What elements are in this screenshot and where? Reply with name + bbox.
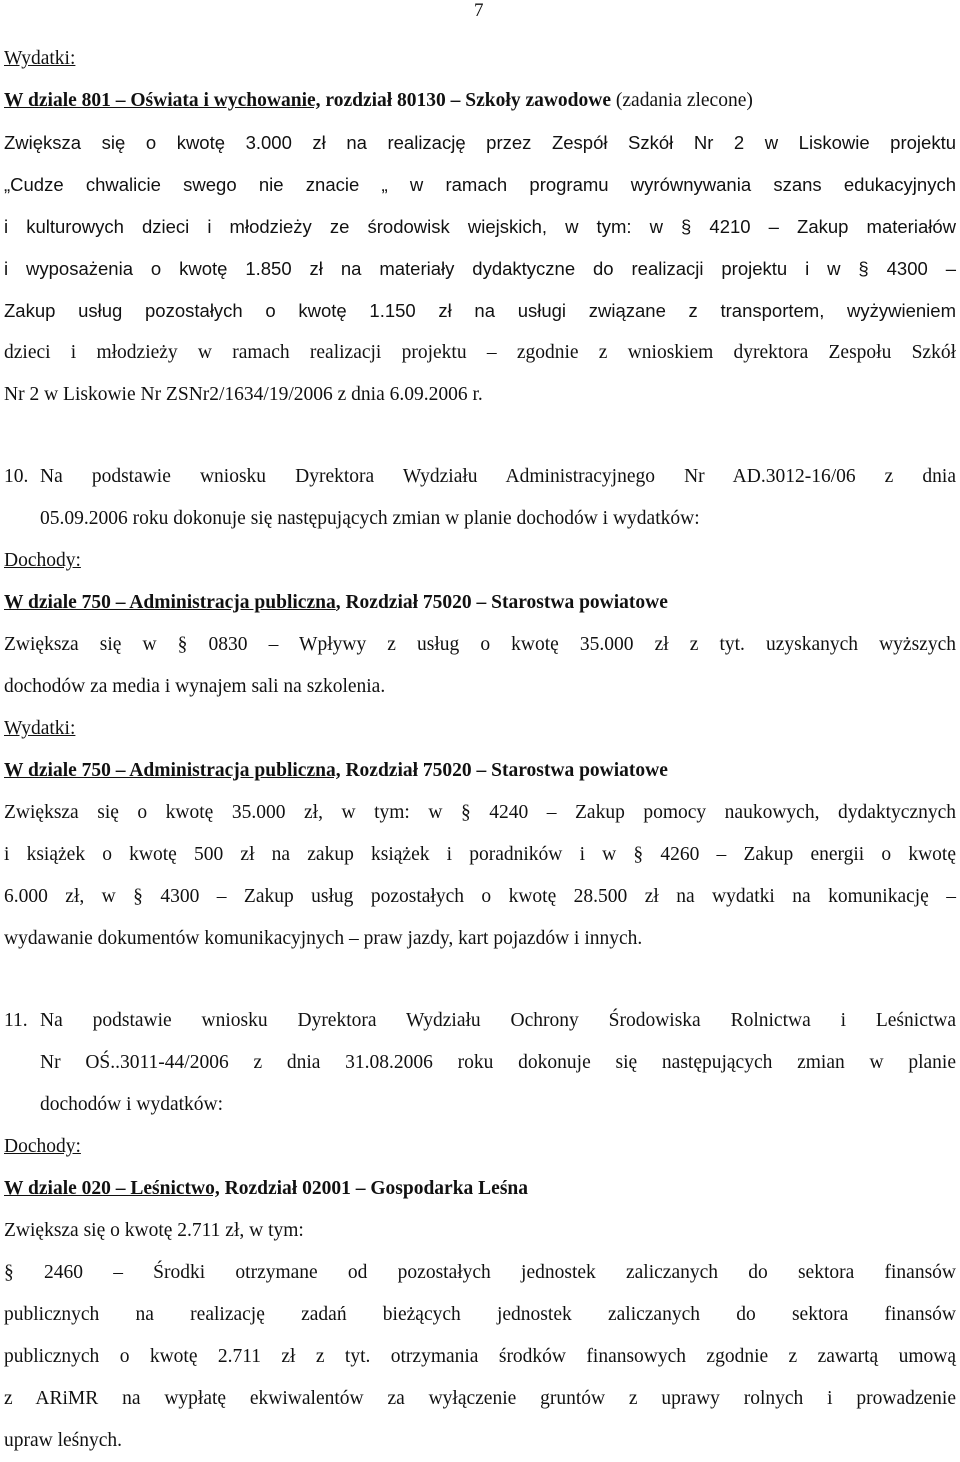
paragraph-line: dzieci i młodzieży w ramach realizacji projektu – zgodnie z wnioskiem dyrektora Zespołu Szkół <box>4 342 956 363</box>
chapter-title: Rozdział 02001 – Gospodarka Leśna <box>219 1178 529 1199</box>
paragraph-line: dochodów za media i wynajem sali na szkolenia. <box>4 676 386 697</box>
chapter-title: rozdział 80130 – Szkoły zawodowe <box>320 90 612 111</box>
paragraph-line: i kulturowych dzieci i młodzieży ze środowisk wiejskich, w tym: w § 4210 – Zakup materiałów <box>4 216 956 237</box>
section-heading <box>4 750 956 792</box>
list-item-10 <box>4 456 956 498</box>
paragraph-line: Zwiększa się o kwotę 35.000 zł, w tym: w § 4240 – Zakup pomocy naukowych, dydaktycznych <box>4 802 956 823</box>
page-number: 7 <box>474 0 484 21</box>
department-title: W dziale 750 – Administracja publiczna, <box>4 760 341 781</box>
income-label-text: Dochody: <box>4 550 81 571</box>
section-heading <box>4 1168 956 1210</box>
paragraph-line: Zakup usług pozostałych o kwotę 1.150 zł na usługi związane z transportem, wyżywieniem <box>4 300 956 321</box>
item-number: 10. <box>4 466 29 487</box>
paragraph-line: Zwiększa się w § 0830 – Wpływy z usług o kwotę 35.000 zł z tyt. uzyskanych wyższych <box>4 634 956 655</box>
department-title: W dziale 020 – Leśnictwo, <box>4 1178 220 1199</box>
expenses-label <box>4 38 956 80</box>
paragraph-line: 6.000 zł, w § 4300 – Zakup usług pozostałych o kwotę 28.500 zł na wydatki na komunikację – <box>4 886 956 907</box>
department-title: W dziale 750 – Administracja publiczna <box>4 592 336 613</box>
paragraph-line: Na podstawie wniosku Dyrektora Wydziału Administracyjnego Nr AD.3012-16/06 z dnia <box>40 466 956 487</box>
paragraph-line: Na podstawie wniosku Dyrektora Wydziału Ochrony Środowiska Rolnictwa i Leśnictwa <box>40 1010 956 1031</box>
paragraph-line: upraw leśnych. <box>4 1430 123 1451</box>
paragraph-line: i książek o kwotę 500 zł na zakup książek i poradników i w § 4260 – Zakup energii o kwotę <box>4 844 956 865</box>
heading-note: (zadania zlecone) <box>611 90 753 111</box>
paragraph-line: publicznych o kwotę 2.711 zł z tyt. otrzymania środków finansowych zgodnie z zawartą umową <box>4 1346 956 1367</box>
list-item-11 <box>4 1000 956 1042</box>
section-heading <box>4 80 956 122</box>
paragraph-line: Zwiększa się o kwotę 2.711 zł, w tym: <box>4 1220 304 1241</box>
chapter-title: , Rozdział 75020 – Starostwa powiatowe <box>335 592 668 613</box>
paragraph-line: Zwiększa się o kwotę 3.000 zł na realizację przez Zespół Szkół Nr 2 w Liskowie projektu <box>4 132 956 153</box>
section-heading <box>4 582 956 624</box>
paragraph-line: wydawanie dokumentów komunikacyjnych – praw jazdy, kart pojazdów i innych. <box>4 928 643 949</box>
chapter-title: Rozdział 75020 – Starostwa powiatowe <box>340 760 668 781</box>
paragraph-line: dochodów i wydatków: <box>40 1094 224 1115</box>
income-label <box>4 540 956 582</box>
paragraph-line: 05.09.2006 roku dokonuje się następujących zmian w planie dochodów i wydatków: <box>40 508 700 529</box>
document-body <box>4 38 956 1462</box>
item-number: 11. <box>4 1010 28 1031</box>
paragraph-line: z ARiMR na wypłatę ekwiwalentów za wyłączenie gruntów z uprawy rolnych i prowadzenie <box>4 1388 956 1409</box>
income-label <box>4 1126 956 1168</box>
paragraph-line: publicznych na realizację zadań bieżących jednostek zaliczanych do sektora finansów <box>4 1304 956 1325</box>
paragraph-line: § 2460 – Środki otrzymane od pozostałych jednostek zaliczanych do sektora finansów <box>4 1262 956 1283</box>
paragraph-line: Nr 2 w Liskowie Nr ZSNr2/1634/19/2006 z dnia 6.09.2006 r. <box>4 384 483 405</box>
department-title: W dziale 801 – Oświata i wychowanie, <box>4 90 321 111</box>
paragraph-line: Nr OŚ..3011-44/2006 z dnia 31.08.2006 roku dokonuje się następujących zmian w planie <box>40 1052 956 1073</box>
paragraph-line: i wyposażenia o kwotę 1.850 zł na materiały dydaktyczne do realizacji projektu i w § 4300 – <box>4 258 956 279</box>
expenses-label-text: Wydatki: <box>4 718 76 739</box>
paragraph-line: „Cudze chwalicie swego nie znacie „ w ramach programu wyrównywania szans edukacyjnych <box>4 174 956 195</box>
expenses-label-text: Wydatki: <box>4 48 76 69</box>
income-label-text: Dochody: <box>4 1136 81 1157</box>
expenses-label <box>4 708 956 750</box>
